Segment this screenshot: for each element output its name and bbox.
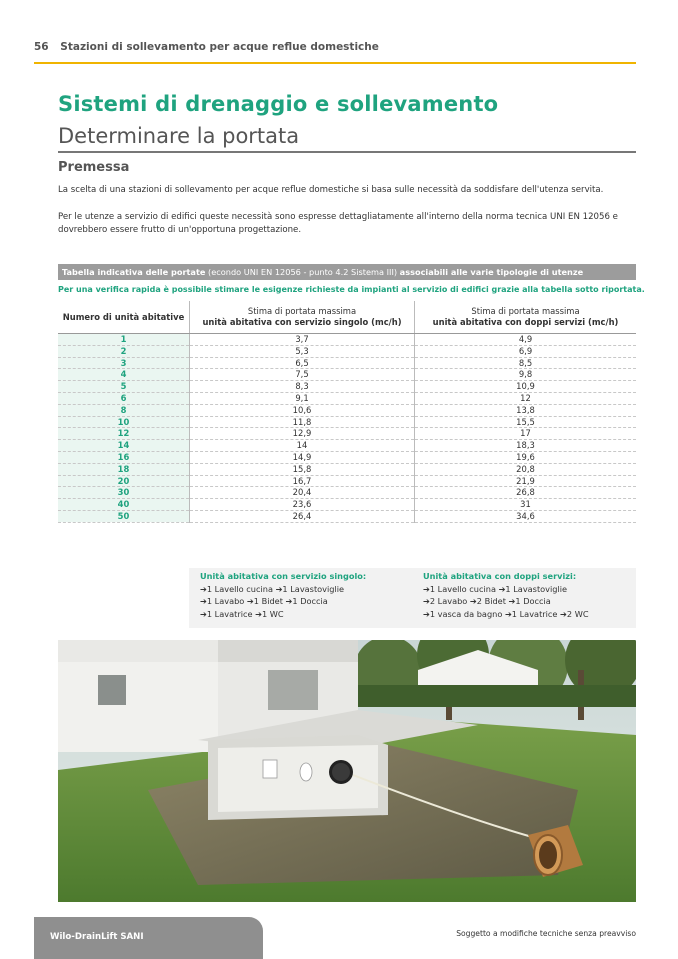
- page-title: Sistemi di drenaggio e sollevamento: [58, 92, 499, 116]
- footer-product-name: Wilo-DrainLift SANI: [50, 932, 144, 942]
- units-cell: 8: [58, 404, 190, 416]
- legend-single-line: ➔1 Lavello cucina ➔1 Lavastoviglie: [200, 583, 345, 594]
- col-header-single-line2: unità abitativa con servizio singolo (mc/h): [202, 317, 402, 327]
- double-service-cell: 20,8: [415, 463, 637, 475]
- subtitle-rule: [58, 151, 636, 153]
- single-service-cell: 5,3: [190, 345, 415, 357]
- col-header-single: [190, 301, 415, 334]
- col-header-single-line1: Stima di portata massima: [247, 306, 357, 316]
- double-service-cell: 15,5: [415, 416, 637, 428]
- legend-double-line: ➔1 vasca da bagno ➔1 Lavatrice ➔2 WC: [423, 608, 589, 619]
- col-header-double-line1: Stima di portata massima: [471, 306, 580, 316]
- table-row: [58, 334, 636, 346]
- table-row: [58, 381, 636, 393]
- table-note: Per una verifica rapida è possibile stimare le esigenze richieste da impianti al servizio di edifici grazie alla tabella sotto riportata.: [58, 285, 645, 294]
- legend-double-line: ➔2 Lavabo ➔2 Bidet ➔1 Doccia: [423, 596, 551, 606]
- table-row: [58, 428, 636, 440]
- table-row: [58, 404, 636, 416]
- double-service-cell: 26,8: [415, 487, 637, 499]
- table-row: [58, 510, 636, 522]
- table-title-bold: Tabella indicativa delle portate: [62, 267, 206, 277]
- double-service-cell: 13,8: [415, 404, 637, 416]
- house-cutaway-illustration: [58, 640, 636, 902]
- double-service-cell: 10,9: [415, 381, 637, 393]
- units-cell: 20: [58, 475, 190, 487]
- units-cell: 2: [58, 345, 190, 357]
- col-header-double-line2: unità abitativa con doppi servizi (mc/h): [432, 317, 619, 327]
- table-row: [58, 451, 636, 463]
- double-service-cell: 21,9: [415, 475, 637, 487]
- double-service-cell: 34,6: [415, 510, 637, 522]
- legend-single-line: ➔1 Lavabo ➔1 Bidet ➔1 Doccia: [200, 596, 328, 606]
- table-row: [58, 487, 636, 499]
- double-service-cell: 9,8: [415, 369, 637, 381]
- hedge: [358, 685, 636, 707]
- single-service-cell: 14: [190, 440, 415, 452]
- double-service-cell: 17: [415, 428, 637, 440]
- table-row: [58, 463, 636, 475]
- table-row: [58, 499, 636, 511]
- table-row: [58, 357, 636, 369]
- header-rule: [34, 62, 636, 64]
- col-header-units: Numero di unità abitative: [58, 301, 190, 334]
- units-cell: 4: [58, 369, 190, 381]
- single-service-cell: 12,9: [190, 428, 415, 440]
- table-title-end: associabili alle varie tipologie di utenze: [399, 267, 584, 277]
- page-subtitle: Determinare la portata: [58, 124, 300, 148]
- units-cell: 14: [58, 440, 190, 452]
- units-cell: 3: [58, 357, 190, 369]
- table-row: [58, 369, 636, 381]
- units-cell: 6: [58, 392, 190, 404]
- double-service-cell: 6,9: [415, 345, 637, 357]
- double-service-cell: 12: [415, 392, 637, 404]
- single-service-cell: 10,6: [190, 404, 415, 416]
- page-number: 56: [34, 41, 49, 53]
- units-cell: 10: [58, 416, 190, 428]
- single-service-cell: 3,7: [190, 334, 415, 346]
- footer-disclaimer: Soggetto a modifiche tecniche senza preavviso: [456, 929, 636, 938]
- table-row: [58, 416, 636, 428]
- units-cell: 30: [58, 487, 190, 499]
- table-title-bar: [58, 264, 636, 280]
- units-cell: 5: [58, 381, 190, 393]
- legend-single: [200, 570, 422, 620]
- single-service-cell: 9,1: [190, 392, 415, 404]
- legend-double: [423, 570, 645, 620]
- units-cell: 50: [58, 510, 190, 522]
- units-cell: 16: [58, 451, 190, 463]
- double-service-cell: 4,9: [415, 334, 637, 346]
- single-service-cell: 20,4: [190, 487, 415, 499]
- legend-single-title: Unità abitativa con servizio singolo:: [200, 571, 367, 581]
- table-row: [58, 392, 636, 404]
- legend-single-line: ➔1 Lavatrice ➔1 WC: [200, 608, 284, 619]
- premessa-heading: Premessa: [58, 160, 130, 175]
- double-service-cell: 18,3: [415, 440, 637, 452]
- single-service-cell: 15,8: [190, 463, 415, 475]
- table-row: [58, 475, 636, 487]
- single-service-cell: 26,4: [190, 510, 415, 522]
- single-service-cell: 8,3: [190, 381, 415, 393]
- col-header-double: [415, 301, 637, 334]
- single-service-cell: 7,5: [190, 369, 415, 381]
- intro-paragraph-1: La scelta di una stazioni di sollevamento per acque reflue domestiche si basa sulle necessità da soddisfare dell'utenza servita.: [58, 185, 604, 195]
- single-service-cell: 23,6: [190, 499, 415, 511]
- single-service-cell: 14,9: [190, 451, 415, 463]
- table-row: [58, 345, 636, 357]
- double-service-cell: 19,6: [415, 451, 637, 463]
- flow-rate-table: [58, 301, 636, 523]
- double-service-cell: 31: [415, 499, 637, 511]
- table-row: [58, 440, 636, 452]
- page-header: [34, 41, 379, 53]
- legend-double-line: ➔1 Lavello cucina ➔1 Lavastoviglie: [423, 583, 568, 594]
- table-header-row: [58, 301, 636, 334]
- units-cell: 40: [58, 499, 190, 511]
- single-service-cell: 6,5: [190, 357, 415, 369]
- single-service-cell: 16,7: [190, 475, 415, 487]
- legend-double-title: Unità abitativa con doppi servizi:: [423, 571, 577, 581]
- units-cell: 1: [58, 334, 190, 346]
- double-service-cell: 8,5: [415, 357, 637, 369]
- running-section-title: Stazioni di sollevamento per acque reflue domestiche: [60, 41, 379, 53]
- units-cell: 12: [58, 428, 190, 440]
- table-title-norm: (econdo UNI EN 12056 - punto 4.2 Sistema III): [205, 267, 400, 277]
- intro-paragraph-2: Per le utenze a servizio di edifici queste necessità sono espresse dettagliatamente all'interno della norma tecnica UNI EN 12056 e dovrebbero essere frutto di un'opportuna progettazione.: [58, 212, 618, 235]
- units-cell: 18: [58, 463, 190, 475]
- single-service-cell: 11,8: [190, 416, 415, 428]
